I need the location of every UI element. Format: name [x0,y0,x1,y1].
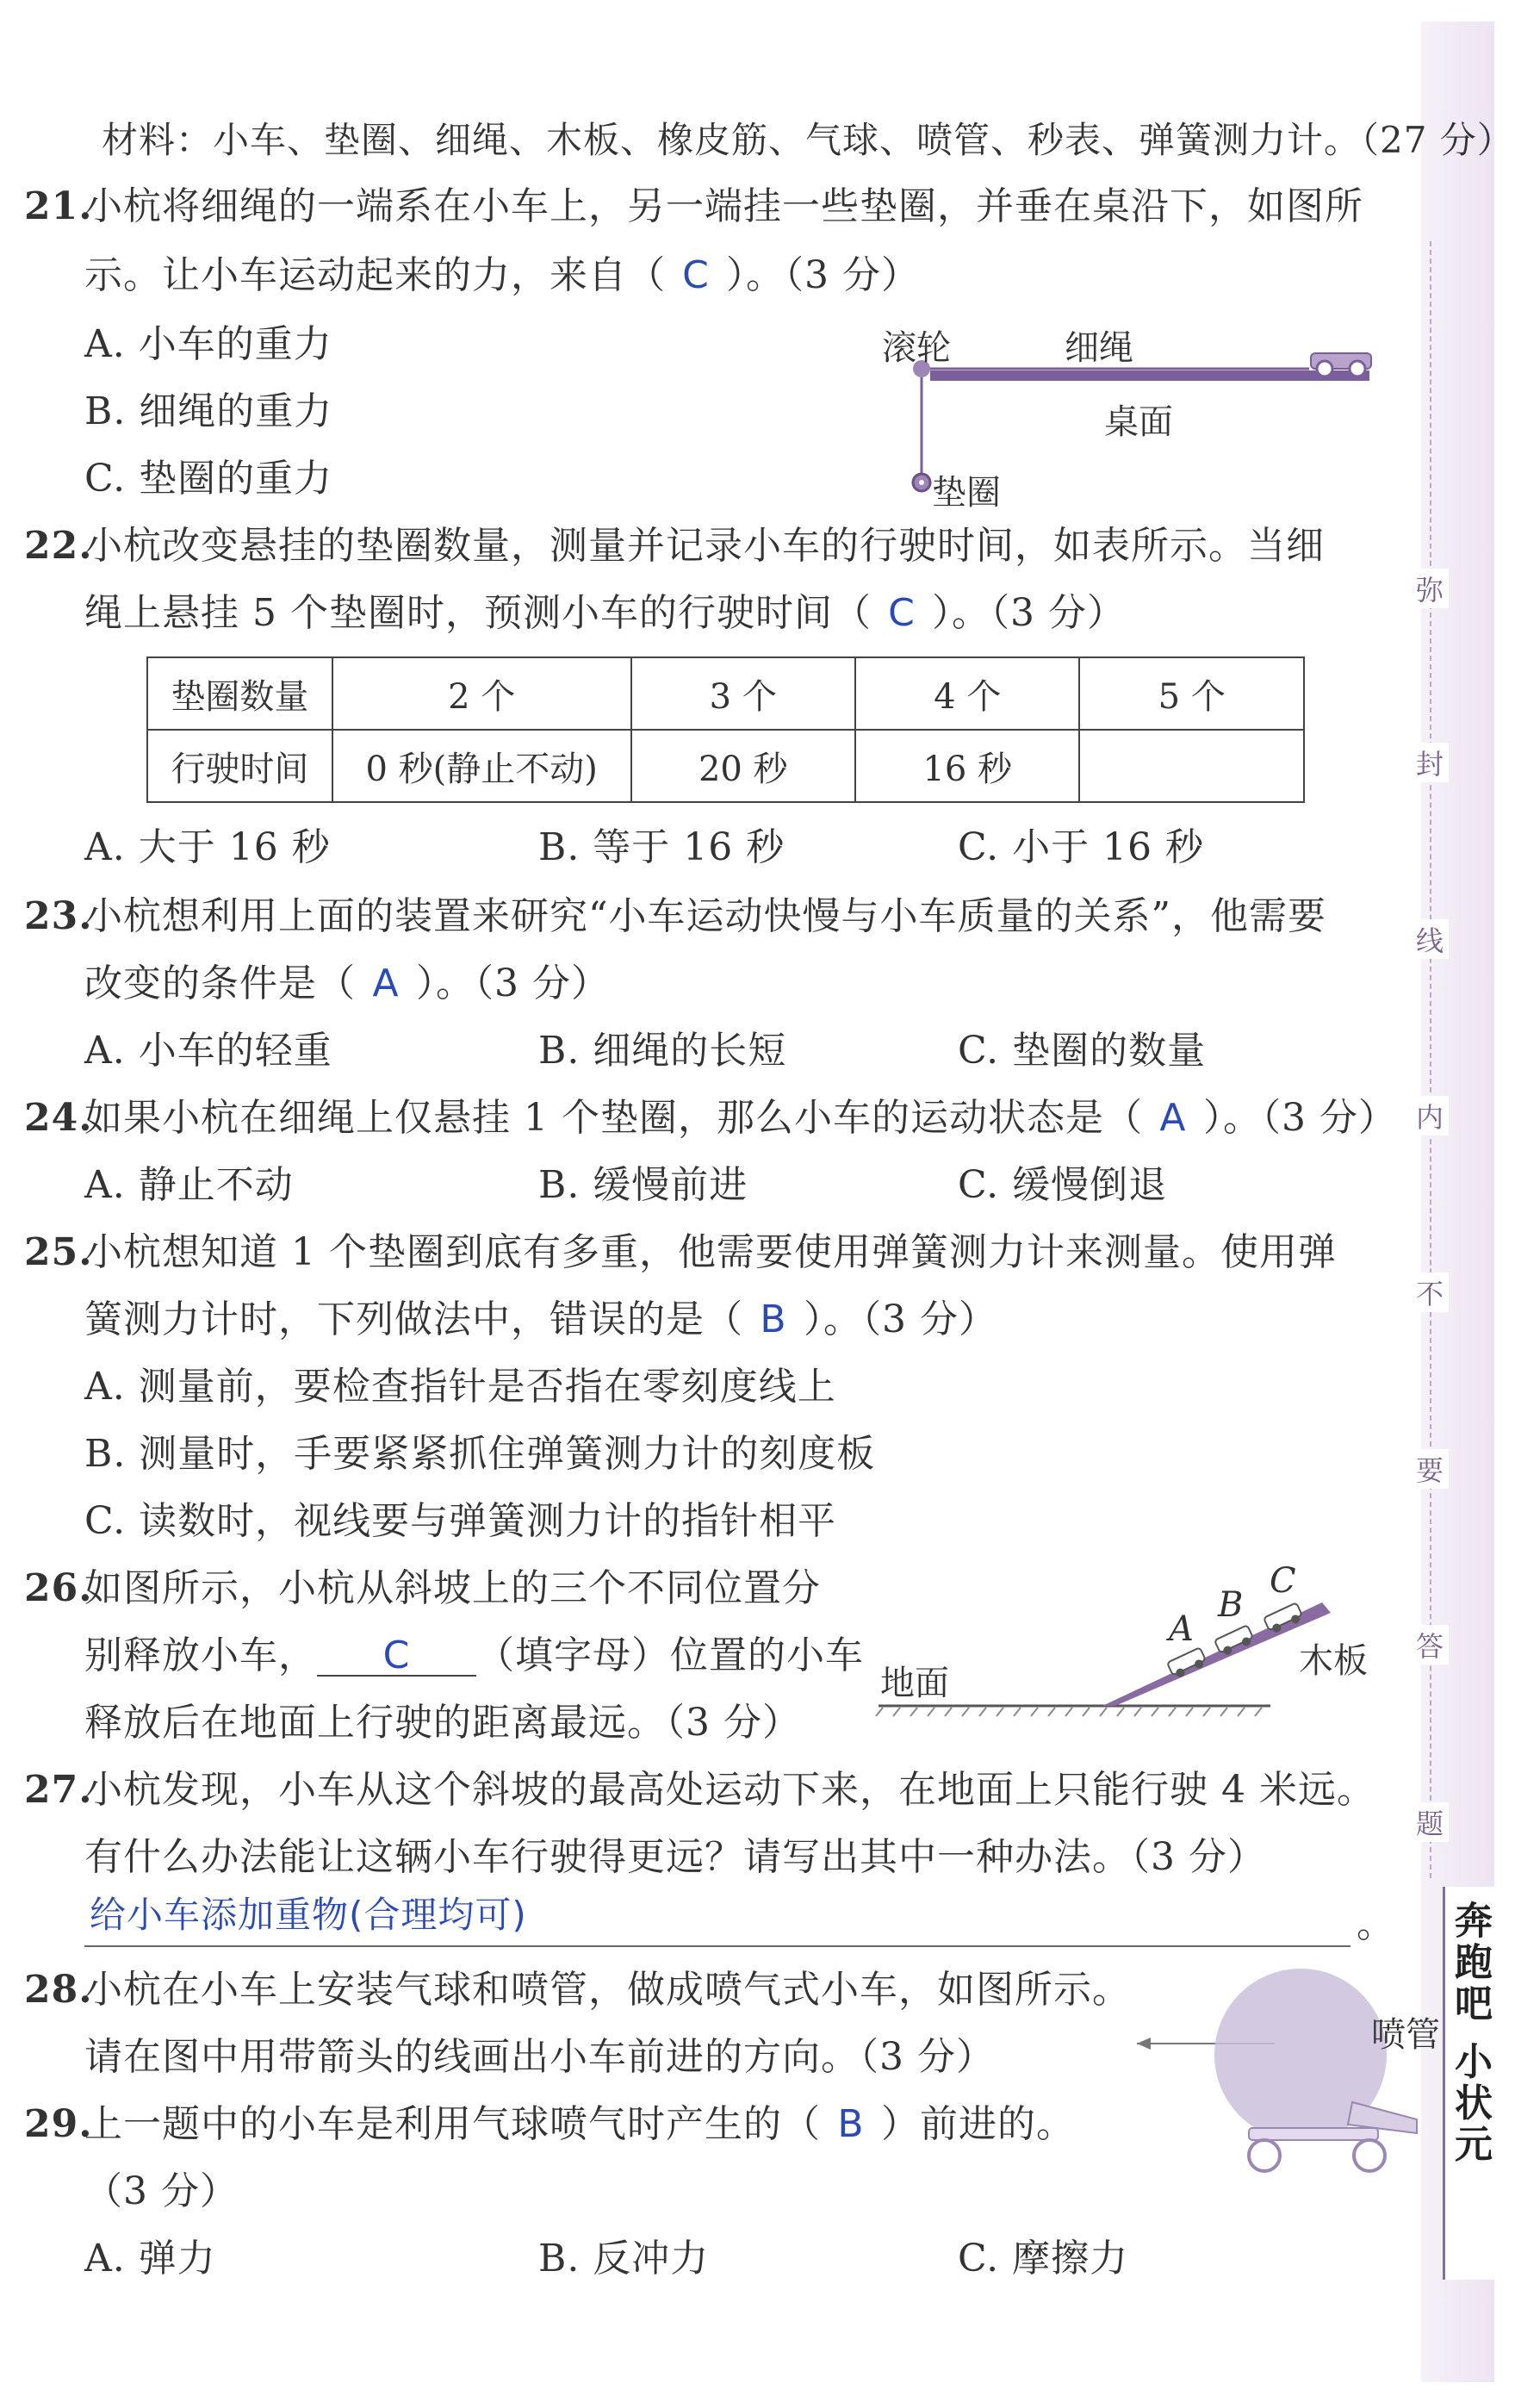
q23-text-line1: 小杭想利用上面的装置来研究“小车运动快慢与小车质量的关系”，他需要 [84,894,1326,938]
label-position-a: A [1169,1609,1194,1649]
q24-option-c: C. 缓慢倒退 [958,1163,1168,1207]
q27-period: 。 [1357,1902,1395,1946]
table-cell: 16 秒 [855,730,1079,802]
q27-answer-line [84,1937,1350,1947]
seal-char: 封 [1411,743,1449,782]
q29-option-c: C. 摩擦力 [958,2237,1129,2280]
label-nozzle: 喷管 [1371,2015,1440,2055]
q22-data-table [146,656,1305,803]
q22-number: 22. [24,524,93,568]
label-ground: 地面 [880,1664,949,1703]
q28-number: 28. [24,1968,93,2012]
table-surface [930,370,1369,381]
q25-option-a: A. 测量前，要检查指针是否指在零刻度线上 [84,1365,836,1409]
q22-option-b: B. 等于 16 秒 [538,825,785,869]
table-cell-empty [1079,730,1304,802]
q27-text-line2: 有什么办法能让这辆小车行驶得更远？请写出其中一种办法。（3 分） [84,1835,1266,1879]
q26-text-line1: 如图所示，小杭从斜坡上的三个不同位置分 [84,1566,821,1610]
q29-answer: B [837,2102,865,2146]
q21-option-b: B. 细绳的重力 [84,389,333,433]
q24-number: 24. [24,1096,93,1140]
q23-option-b: B. 细绳的长短 [538,1029,787,1073]
materials-line: 材料：小车、垫圈、细绳、木板、橡皮筋、气球、喷管、秒表、弹簧测力计。（27 分） [102,119,1514,161]
table-cell: 3 个 [631,657,855,730]
label-washer: 垫圈 [932,473,1001,513]
table-cell: 4 个 [855,657,1079,730]
q29-option-a: A. 弹力 [84,2237,216,2280]
seal-char: 不 [1411,1272,1449,1312]
label-board: 木板 [1299,1641,1368,1681]
q28-text-line2: 请在图中用带箭头的线画出小车前进的方向。（3 分） [84,2035,995,2079]
q26-answer: C [317,1637,476,1677]
q22-option-a: A. 大于 16 秒 [84,825,331,869]
q26-number: 26. [24,1566,93,1610]
q22-option-c: C. 小于 16 秒 [958,825,1205,869]
q26-text-line3: 释放后在地面上行驶的距离最远。（3 分） [84,1701,801,1745]
q24-text-line1: 如果小杭在细绳上仅悬挂 1 个垫圈，那么小车的运动状态是（ A ）。（3 分） [84,1096,1397,1140]
q24-option-a: A. 静止不动 [84,1163,294,1207]
q21-text-line1: 小杭将细绳的一端系在小车上，另一端挂一些垫圈，并垂在桌沿下，如图所 [84,184,1363,228]
q21-text-line2: 示。让小车运动起来的力，来自（ C ）。（3 分） [84,253,920,297]
q21-option-c: C. 垫圈的重力 [84,457,333,501]
label-string: 细绳 [1065,328,1133,368]
seal-char: 要 [1411,1449,1449,1489]
seal-char: 题 [1411,1802,1449,1842]
car-body-icon [1249,2128,1378,2140]
q29-option-b: B. 反冲力 [538,2237,710,2280]
q23-answer: A [372,961,400,1005]
brand-logo: 奔跑吧 小状元 [1443,1887,1497,2280]
q26-text-line2: 别释放小车， C （填字母）位置的小车 [84,1633,864,1677]
table-cell: 20 秒 [631,730,855,802]
label-table: 桌面 [1104,402,1173,442]
q25-option-c: C. 读数时，视线要与弹簧测力计的指针相平 [84,1499,837,1543]
q25-number: 25. [24,1230,93,1274]
q23-number: 23. [24,894,93,938]
seal-char: 内 [1411,1096,1449,1136]
q25-option-b: B. 测量时，手要紧紧抓住弹簧测力计的刻度板 [84,1432,876,1476]
arrow-head-icon [1137,2038,1151,2050]
q29-text-line1: 上一题中的小车是利用气球喷气时产生的（ B ）前进的。 [84,2102,1075,2146]
q27-number: 27. [24,1768,93,1812]
label-position-c: C [1270,1561,1296,1601]
table-cell: 2 个 [332,657,631,730]
q29-number: 29. [24,2102,93,2146]
car-wheel-icon [1350,361,1365,376]
wheel-icon [1249,2140,1280,2171]
table-cell: 5 个 [1079,657,1304,730]
q28-text-line1: 小杭在小车上安装气球和喷管，做成喷气式小车，如图所示。 [84,1968,1131,2012]
q22-text-line2: 绳上悬挂 5 个垫圈时，预测小车的行驶时间（ C ）。（3 分） [84,591,1126,635]
seal-char: 线 [1411,919,1449,959]
q27-text-line1: 小杭发现，小车从这个斜坡的最高处运动下来，在地面上只能行驶 4 米远。 [84,1768,1375,1812]
q25-text-line1: 小杭想知道 1 个垫圈到底有多重，他需要使用弹簧测力计来测量。使用弹 [84,1230,1337,1274]
q24-answer: A [1159,1096,1187,1140]
q21-option-a: A. 小车的重力 [84,322,332,366]
table-row [147,730,1304,802]
q21-number: 21. [24,184,93,228]
q27-answer: 给小车添加重物(合理均可) [90,1894,527,1936]
label-position-b: B [1218,1585,1244,1625]
q22-answer: C [888,591,916,635]
q21-answer: C [682,253,710,297]
q28-jet-car-figure [1120,1956,1430,2197]
table-cell: 0 秒(静止不动) [332,730,631,802]
wheel-icon [1354,2140,1385,2171]
q25-text-line2: 簧测力计时，下列做法中，错误的是（ B ）。（3 分） [84,1297,997,1341]
label-pulley: 滚轮 [882,328,951,368]
q25-answer: B [760,1297,787,1341]
q24-option-b: B. 缓慢前进 [538,1163,748,1207]
q23-text-line2: 改变的条件是（ A ）。（3 分） [84,961,610,1005]
q23-option-a: A. 小车的轻重 [84,1029,332,1073]
table-header-cell: 行驶时间 [147,730,332,802]
table-header-cell: 垫圈数量 [147,657,332,730]
q23-option-c: C. 垫圈的数量 [958,1029,1207,1073]
seal-char: 答 [1411,1625,1449,1664]
q29-text-line2: （3 分） [84,2169,239,2213]
seal-char: 弥 [1411,569,1449,608]
q22-text-line1: 小杭改变悬挂的垫圈数量，测量并记录小车的行驶时间，如表所示。当细 [84,524,1325,568]
table-row [147,657,1304,730]
car-wheel-icon [1317,361,1332,376]
